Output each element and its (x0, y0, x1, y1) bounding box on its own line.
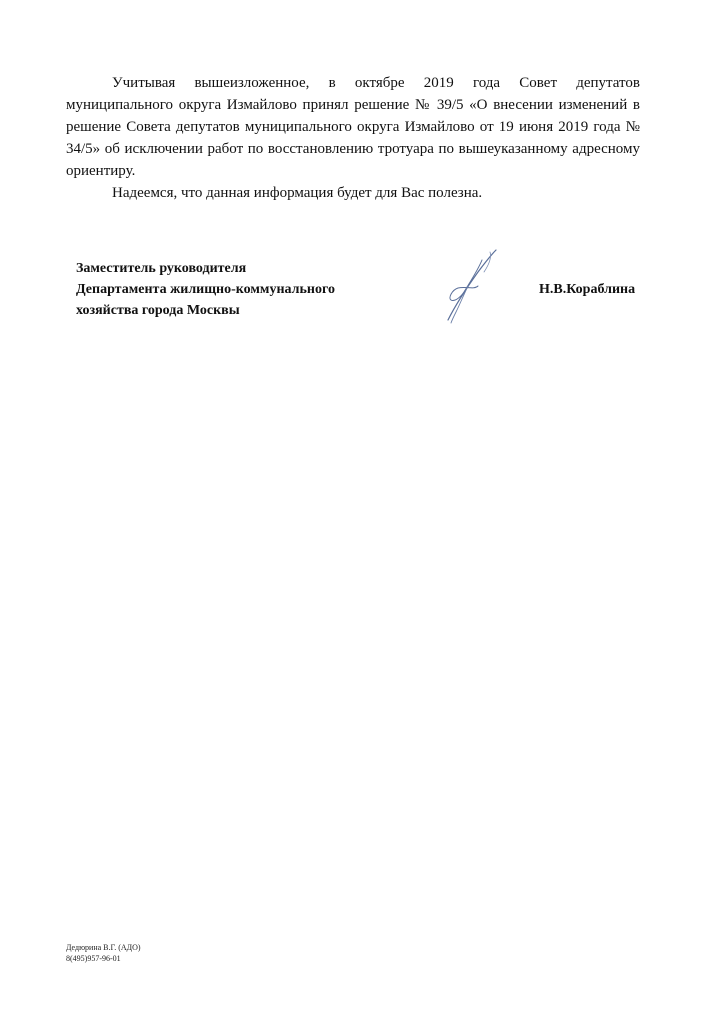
signer-position-line-2: Департамента жилищно-коммунального (76, 282, 335, 297)
letter-body (66, 72, 640, 204)
executor-footer (66, 942, 141, 964)
executor-name: Дедюрина В.Г. (АДО) (66, 943, 141, 952)
handwritten-signature (438, 246, 504, 326)
signer-position-line-1: Заместитель руководителя (76, 261, 247, 276)
letter-paragraph-2: Надеемся, что данная информация будет для Вас полезна. (112, 185, 483, 201)
signer-position (76, 258, 406, 321)
executor-phone: 8(495)957-96-01 (66, 954, 121, 963)
signer-position-line-3: хозяйства города Москвы (76, 303, 240, 318)
signature-stroke-main (448, 250, 496, 320)
signature-stroke-loop (450, 260, 482, 301)
letter-paragraph-1: Учитывая вышеизложенное, в октябре 2019 года Совет депутатов муниципального округа Измайлово принял решение № 39/5 «О внесении изменений в решение Совета депутатов муниципального округа Измайлово от 19 июня 2019 года № 34/5» об исключении работ по восстановлению тротуара по вышеуказанному адресному ориентиру. (66, 75, 640, 179)
signer-name: Н.В.Кораблина (539, 282, 636, 297)
signature-stroke-tail (451, 286, 468, 323)
